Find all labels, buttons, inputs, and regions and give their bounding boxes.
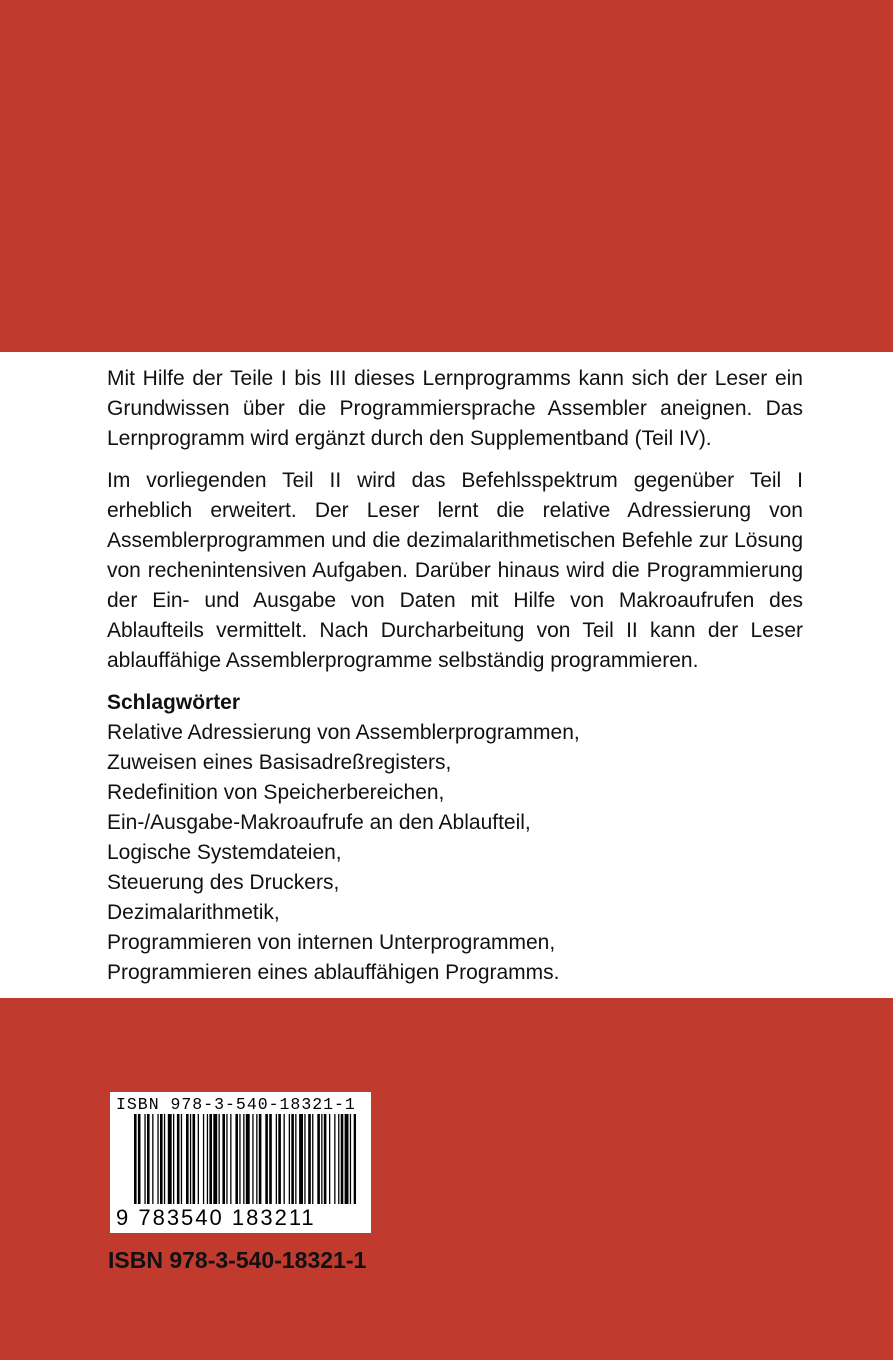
- barcode-bar: [219, 1114, 220, 1204]
- keywords-list: [107, 718, 803, 988]
- barcode-bar: [173, 1114, 174, 1204]
- top-red-band: [0, 0, 893, 352]
- keyword-item: Zuweisen eines Basisadreßregisters,: [107, 751, 452, 774]
- barcode-bar: [246, 1114, 250, 1204]
- barcode-bar: [138, 1114, 141, 1204]
- barcode-bar: [144, 1114, 145, 1204]
- barcode-bar: [190, 1114, 191, 1204]
- barcode-bar: [230, 1114, 231, 1204]
- barcode-bar: [289, 1114, 290, 1204]
- description-panel: [0, 352, 893, 998]
- keyword-item: Steuerung des Druckers,: [107, 871, 340, 894]
- keyword-item: Programmieren eines ablauffähigen Programms.: [107, 961, 560, 984]
- barcode-bar: [341, 1114, 344, 1204]
- barcode-bar: [203, 1114, 204, 1204]
- description-text: [107, 364, 803, 988]
- barcode-bar: [160, 1114, 163, 1204]
- keyword-item: Ein-/Ausgabe-Makroaufrufe an den Ablaufteil,: [107, 811, 531, 834]
- keyword-item: Redefinition von Speicherbereichen,: [107, 781, 445, 804]
- keyword-item: Dezimalarithmetik,: [107, 901, 280, 924]
- barcode-bar: [354, 1114, 356, 1204]
- barcode-bars: [134, 1114, 356, 1204]
- barcode-bar: [259, 1114, 262, 1204]
- barcode-bar: [193, 1114, 196, 1204]
- barcode-bar: [299, 1114, 303, 1204]
- barcode-isbn-label: ISBN 978-3-540-18321-1: [116, 1095, 356, 1114]
- barcode-bar: [338, 1114, 339, 1204]
- barcode-bar: [256, 1114, 257, 1204]
- barcode-bar: [269, 1114, 272, 1204]
- keyword-item: Relative Adressierung von Assemblerprogrammen,: [107, 721, 580, 744]
- barcode-bar: [321, 1114, 322, 1204]
- barcode: [110, 1092, 371, 1233]
- barcode-bar: [186, 1114, 189, 1204]
- barcode-bar: [226, 1114, 227, 1204]
- barcode-bar: [308, 1114, 311, 1204]
- isbn-number: ISBN 978-3-540-18321-1: [108, 1247, 367, 1273]
- barcode-bar: [291, 1114, 294, 1204]
- barcode-bar: [350, 1114, 351, 1204]
- content-paragraph: Im vorliegenden Teil II wird das Befehlsspektrum gegenüber Teil I erheblich erweitert. Der Leser lernt die relative Adressierung von Assemblerprogrammen und die dezimalarithmetischen Befehle zur Lösung von rechenintensiven Aufgaben. Darüber hinaus wird die Programmierung der Ein- und Ausgabe von Daten mit Hilfe von Makroaufrufen des Ablaufteils vermittelt. Nach Durcharbeitung von Teil II kann der Leser ablauffähige Assemblerprogramme selbständig programmieren.: [107, 469, 803, 672]
- barcode-bar: [324, 1114, 327, 1204]
- barcode-bar: [222, 1114, 225, 1204]
- barcode-bar: [252, 1114, 253, 1204]
- barcode-bar: [177, 1114, 180, 1204]
- barcode-bar: [278, 1114, 281, 1204]
- barcode-bar: [168, 1114, 172, 1204]
- barcode-bar: [345, 1114, 349, 1204]
- barcode-bar: [181, 1114, 182, 1204]
- barcode-bar: [284, 1114, 285, 1204]
- barcode-bar: [164, 1114, 165, 1204]
- barcode-bar: [207, 1114, 208, 1204]
- barcode-bar: [134, 1114, 137, 1204]
- barcode-bar: [235, 1114, 238, 1204]
- barcode-bar: [157, 1114, 158, 1204]
- barcode-bar: [276, 1114, 277, 1204]
- keyword-item: Programmieren von internen Unterprogrammen,: [107, 931, 556, 954]
- barcode-bar: [147, 1114, 150, 1204]
- keywords-title: Schlagwörter: [107, 691, 241, 714]
- barcode-bar: [295, 1114, 296, 1204]
- barcode-bar: [334, 1114, 335, 1204]
- barcode-bar: [239, 1114, 240, 1204]
- barcode-bar: [312, 1114, 313, 1204]
- intro-paragraph: Mit Hilfe der Teile I bis III dieses Lernprogramms kann sich der Leser ein Grundwissen über die Programmiersprache Assembler aneignen. Das Lernprogramm wird ergänzt durch den Supplementband (Teil IV).: [107, 367, 803, 450]
- barcode-bar: [213, 1114, 217, 1204]
- barcode-bar: [329, 1114, 330, 1204]
- barcode-bar: [152, 1114, 153, 1204]
- keyword-item: Logische Systemdateien,: [107, 841, 342, 864]
- barcode-bar: [265, 1114, 268, 1204]
- barcode-bar: [304, 1114, 305, 1204]
- barcode-bar: [317, 1114, 320, 1204]
- barcode-ean-digits: 9 783540 183211: [116, 1205, 316, 1230]
- barcode-bar: [198, 1114, 199, 1204]
- barcode-bar: [243, 1114, 244, 1204]
- barcode-bar: [209, 1114, 212, 1204]
